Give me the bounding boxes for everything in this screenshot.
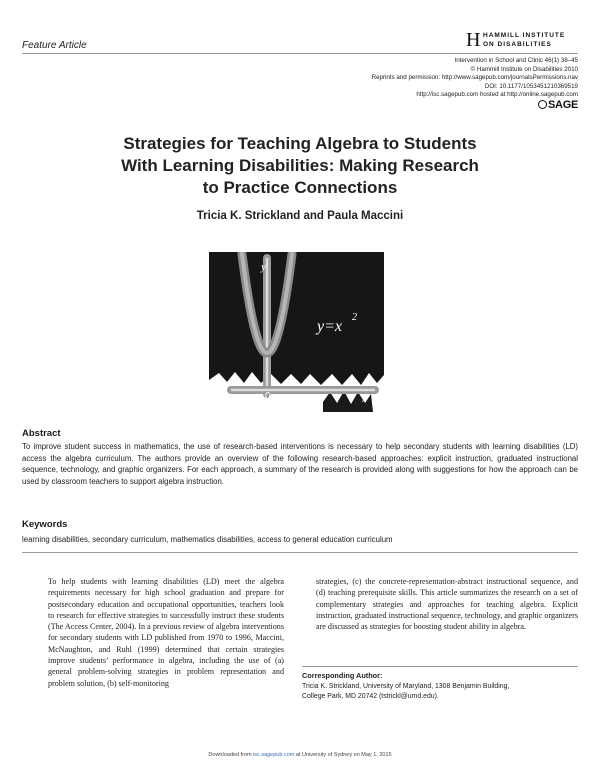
authors: Tricia K. Strickland and Paula Maccini (196, 210, 404, 222)
corresponding-line: Tricia K. Strickland, University of Maryland, 1308 Benjamin Building, (302, 683, 510, 690)
x-axis-label: x (362, 394, 367, 405)
body-column-left: To help students with learning disabilities (LD) meet the algebra requirements necessary for high school graduation and prepare for postsecondary education and occupational opportunities, teachers look to research for effective strategies to successfully instruct these students (The Access Center, 2004). In a previous review of algebra interventions for secondary students with LD published from 1970 to 1996, Maccini, McNaughton, and Ruhl (1999) determined that certain strategies improve students’ performance in algebra, including the use of (a) general problem-solving strategies in problem representation and problem solution, (b) self-monitoring (48, 577, 284, 688)
publisher-logo (466, 30, 578, 50)
publisher-logo-line2: ON DISABILITIES (483, 41, 552, 48)
footer-link[interactable]: isc.sagepub.com (253, 752, 295, 758)
corresponding-author (302, 682, 578, 702)
meta-doi[interactable]: DOI: 10.1177/1053451210369519 (484, 82, 578, 90)
title-line: Strategies for Teaching Algebra to Students (123, 134, 477, 153)
meta-citation: Intervention in School and Clinic 46(1) 38–45 (454, 57, 578, 64)
publisher-logo-mark: H (466, 29, 480, 51)
footer-suffix: at University of Sydney on May 1, 2015 (294, 752, 392, 758)
parabola-graphic (209, 252, 384, 418)
body-column-right: strategies, (c) the concrete-representation-abstract instructional sequence, and (d) teaching prerequisite skills. This article summarizes the research on a set of complementary strategies and approaches for teaching algebra. Explicit instruction, graduated instructional sequence, technology, and graphic organizers are discussed as strategies for boosting student ability in algebra. (316, 577, 578, 632)
sage-logo: SAGE (538, 99, 578, 111)
meta-copyright: © Hammill Institute on Disabilities 2010 (470, 65, 578, 73)
equation-exponent: 2 (352, 312, 357, 323)
corresponding-line[interactable]: College Park, MD 20742 (tstrickl@umd.edu). (302, 693, 439, 700)
meta-reprints[interactable]: Reprints and permission: http://www.sagepub.com/journalsPermissions.nav (371, 74, 578, 82)
title-line: With Learning Disabilities: Making Research (121, 156, 479, 175)
header-rule (22, 53, 578, 54)
abstract-heading: Abstract (22, 428, 61, 439)
title-line: to Practice Connections (202, 178, 398, 197)
journal-metadata (372, 57, 578, 100)
meta-hosted[interactable]: http://isc.sagepub.com hosted at http://online.sagepub.com (416, 91, 578, 99)
download-footer (0, 752, 600, 758)
corresponding-rule (302, 666, 578, 667)
parabola-figure (209, 252, 384, 418)
keywords-rule (22, 552, 578, 553)
y-axis-label: y (261, 261, 266, 273)
section-label: Feature Article (22, 40, 87, 51)
article-title (60, 133, 540, 199)
abstract-text: To improve student success in mathematics, the use of research-based interventions is necessary to help secondary students with learning disabilities (LD) access the algebra curriculum. The authors provide an overview of the following research-based approaches: explicit instruction, graduated instructional sequence, technology, and graphic organizers. For each approach, a summary of the research is provided along with suggestions for how the approach can be used by classroom teachers to support algebra instruction. (22, 442, 578, 486)
sage-logo-icon (538, 100, 547, 109)
footer-prefix: Downloaded from (208, 752, 254, 758)
keywords-heading: Keywords (22, 519, 68, 530)
keywords-text: learning disabilities, secondary curriculum, mathematics disabilities, access to general education curriculum (22, 535, 393, 544)
corresponding-heading: Corresponding Author: (302, 671, 383, 680)
equation-label: y=x (317, 318, 342, 335)
publisher-logo-line1: HAMMILL INSTITUTE (483, 32, 566, 39)
origin-label: 0 (265, 391, 271, 402)
